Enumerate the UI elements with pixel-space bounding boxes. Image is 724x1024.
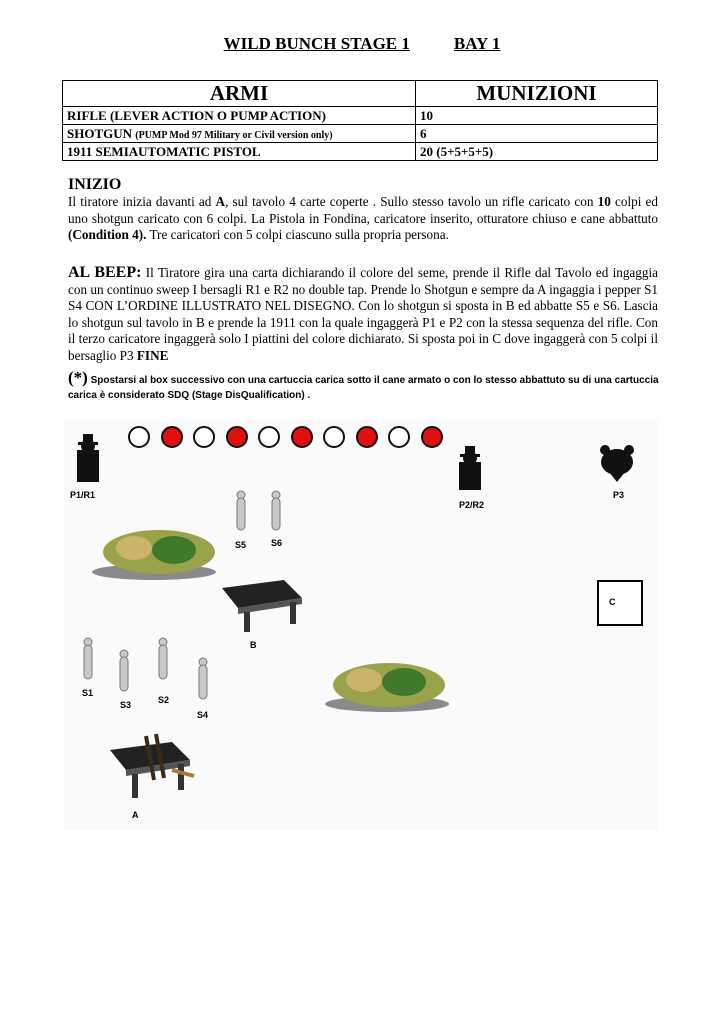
label-s4: S4: [197, 710, 209, 720]
table-a-icon: [110, 734, 194, 798]
bay-title: BAY 1: [453, 34, 501, 53]
weapon-cell: 1911 SEMIAUTOMATIC PISTOL: [63, 143, 416, 161]
beep-paragraph: AL BEEP: Il Tiratore gira una carta dichiarando il colore del seme, prende il Rifle dal Tavolo ed ingaggia con un continuo sweep I bersagli R1 e R2 no double tap. Prende lo Shotgun e sempre da A ingaggia i pepper S1 S4 CON L’ORDINE ILLUSTRATO NEL DISEGNO. Con lo shotgun si sposta in B ed abbatte S5 e S6. Lascia lo shotgun sul tavolo in B e prende la 1911 con la quale ingaggerà P1 e P2 con la stessa sequenza del rifle. Con il terzo caricatore ingaggerà solo I piattini del colore dichiarato. Si sposta poi in C dove ingaggerà con 5 colpi il bersaglio P3 FINE: [68, 264, 658, 363]
white-plate-icon: [323, 426, 345, 448]
weapon-cell: SHOTGUN (PUMP Mod 97 Military or Civil version only): [63, 125, 416, 143]
inizio-paragraph: Il tiratore inizia davanti ad A, sul tavolo 4 carte coperte . Sullo stesso tavolo un rifle caricato con 10 colpi ed uno shotgun caricato con 6 colpi. La Pistola in Fondina, caricatore inserito, otturatore chiuso e cane abbattuto (Condition 4). Tre caricatori con 5 colpi ciascuno sulla propria persona.: [68, 194, 658, 242]
red-plate-icon: [161, 426, 183, 448]
s1-popper-icon: [84, 638, 92, 679]
sdq-note: (*) Spostarsi al box successivo con una cartuccia carica sotto il cane armato o con lo stesso abbattuto su di una cartuccia carica è considerato SDQ (Stage DisQualification) .: [68, 368, 659, 401]
weapons-table: [62, 80, 658, 161]
label-s1: S1: [82, 688, 94, 698]
beep-heading: AL BEEP:: [68, 264, 142, 281]
s6-popper-icon: [272, 491, 280, 530]
col-ammo: MUNIZIONI: [416, 81, 658, 107]
red-plate-icon: [291, 426, 313, 448]
weapon-note: (PUMP Mod 97 Military or Civil version only): [135, 129, 333, 141]
s5-popper-icon: [237, 491, 245, 530]
stage-title: WILD BUNCH STAGE 1: [223, 34, 410, 53]
col-arms: ARMI: [63, 81, 416, 107]
white-plate-icon: [193, 426, 215, 448]
label-b: B: [250, 640, 257, 650]
label-a: A: [132, 810, 139, 820]
fine-label: FINE: [136, 347, 169, 363]
bush-icon: [325, 663, 449, 712]
label-s3: S3: [120, 700, 132, 710]
table-header: [63, 81, 658, 107]
p3-target-icon: [600, 445, 634, 482]
label-s5: S5: [235, 540, 247, 550]
red-plate-icon: [226, 426, 248, 448]
inizio-heading: INIZIO: [68, 176, 122, 193]
weapon-cell: RIFLE (LEVER ACTION O PUMP ACTION): [63, 107, 416, 125]
ammo-cell: 10: [416, 107, 658, 125]
label-p1r1: P1/R1: [70, 490, 96, 500]
bush-icon: [92, 530, 216, 580]
label-p3: P3: [613, 490, 625, 500]
white-plate-icon: [128, 426, 150, 448]
box-c: [597, 580, 643, 626]
p1-target-icon: [77, 434, 99, 482]
white-plate-icon: [388, 426, 410, 448]
s2-popper-icon: [159, 638, 167, 679]
ammo-cell: 6: [416, 125, 658, 143]
page-title: [0, 34, 724, 54]
s4-popper-icon: [199, 658, 207, 699]
red-plate-icon: [421, 426, 443, 448]
label-s2: S2: [158, 695, 170, 705]
stage-diagram: [64, 420, 658, 830]
ammo-cell: 20 (5+5+5+5): [416, 143, 658, 161]
label-c: C: [609, 597, 616, 607]
red-plate-icon: [356, 426, 378, 448]
s3-popper-icon: [120, 650, 128, 691]
label-p2r2: P2/R2: [459, 500, 485, 510]
table-row: [63, 125, 658, 143]
label-s6: S6: [271, 538, 283, 548]
table-row: [63, 143, 658, 161]
p2-target-icon: [459, 446, 481, 490]
diagram-drawing: [64, 420, 658, 830]
table-row: [63, 107, 658, 125]
table-b-icon: [222, 580, 302, 632]
white-plate-icon: [258, 426, 280, 448]
note-star: (*): [68, 368, 88, 387]
